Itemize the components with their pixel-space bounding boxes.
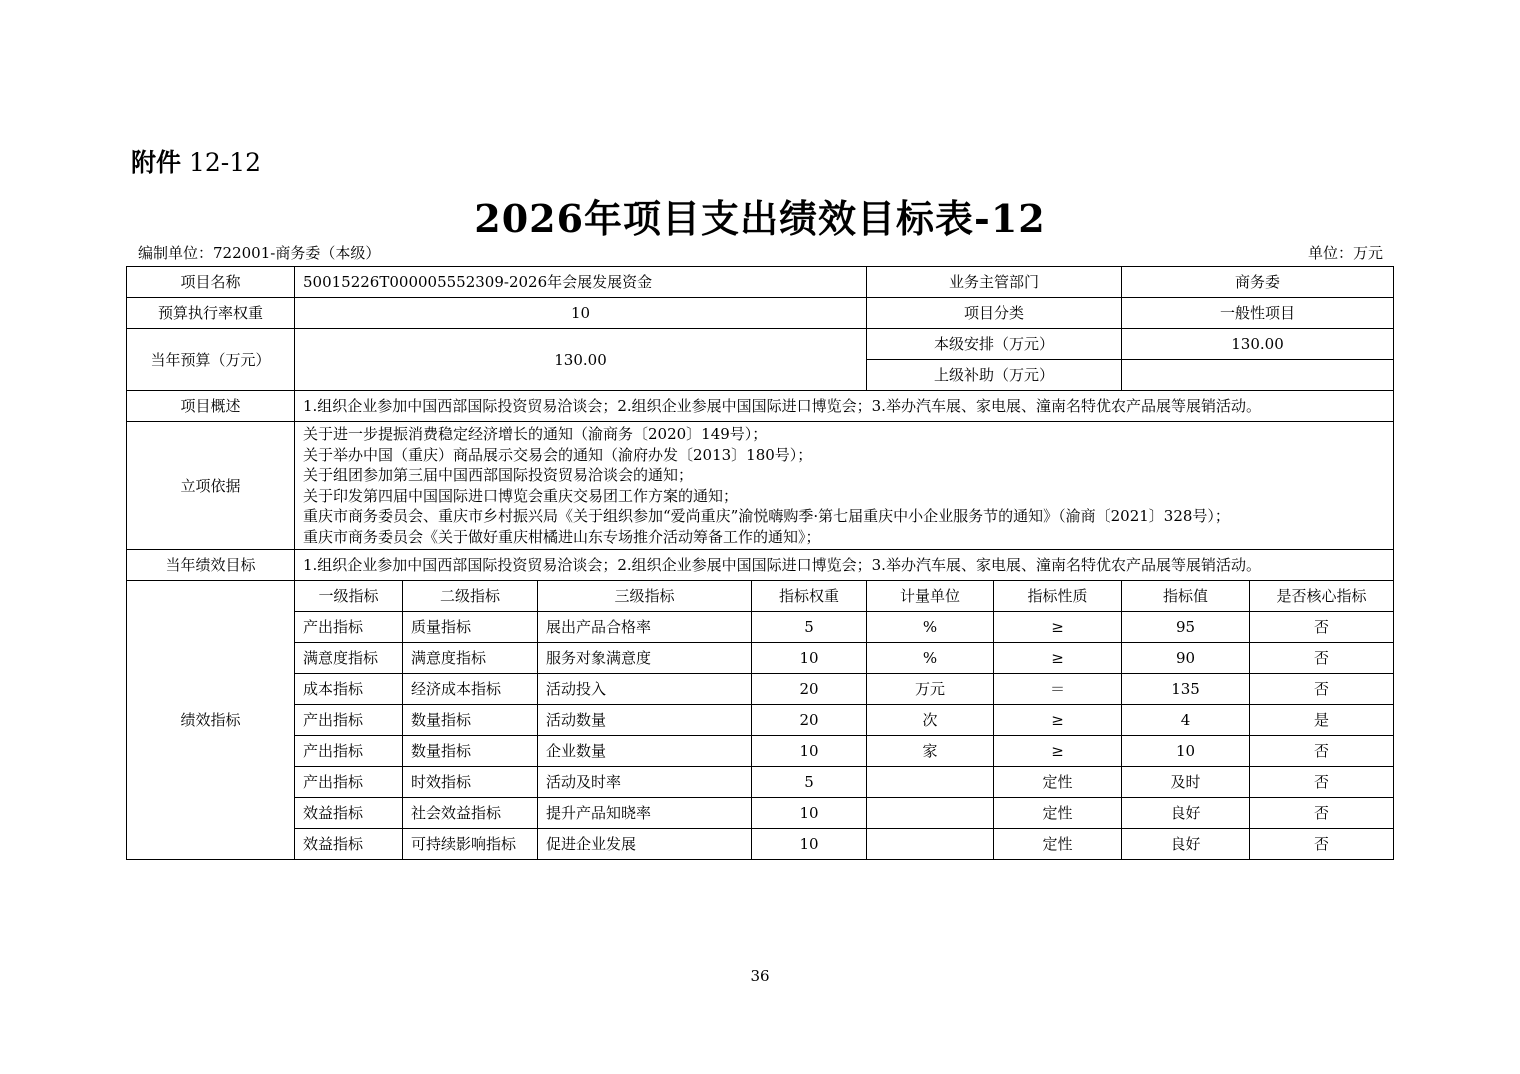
table-row (127, 705, 1394, 736)
performance-table (126, 266, 1394, 860)
indicator-header-row (127, 581, 1394, 612)
table-row (127, 798, 1394, 829)
project-name-label: 项目名称 (127, 267, 295, 298)
indicator-header: 计量单位 (867, 581, 994, 612)
row-annual-budget (127, 329, 1394, 360)
indicator-level1: 产出指标 (295, 705, 403, 736)
indicator-core: 否 (1250, 643, 1394, 674)
indicator-level3: 促进企业发展 (538, 829, 752, 860)
indicator-unit (867, 829, 994, 860)
indicator-level1: 产出指标 (295, 767, 403, 798)
indicator-level3: 服务对象满意度 (538, 643, 752, 674)
budget-weight-value: 10 (295, 298, 867, 329)
basis-label: 立项依据 (127, 422, 295, 550)
page-title: 2026年项目支出绩效目标表-12 (474, 196, 1046, 241)
indicator-value: 4 (1122, 705, 1250, 736)
indicator-unit: % (867, 612, 994, 643)
indicator-nature: ≥ (994, 612, 1122, 643)
indicator-nature: ≥ (994, 736, 1122, 767)
indicator-nature: 定性 (994, 767, 1122, 798)
indicator-level2: 质量指标 (403, 612, 538, 643)
indicator-level3: 提升产品知晓率 (538, 798, 752, 829)
indicator-weight: 5 (752, 612, 867, 643)
category-value: 一般性项目 (1122, 298, 1394, 329)
indicator-value: 90 (1122, 643, 1250, 674)
row-budget-weight (127, 298, 1394, 329)
indicator-nature: ＝ (994, 674, 1122, 705)
annual-budget-value: 130.00 (295, 329, 867, 391)
indicator-core: 否 (1250, 674, 1394, 705)
indicator-level1: 产出指标 (295, 736, 403, 767)
indicator-header: 二级指标 (403, 581, 538, 612)
indicator-level2: 数量指标 (403, 705, 538, 736)
annex-label (131, 143, 261, 179)
basis-line: 关于组团参加第三届中国西部国际投资贸易洽谈会的通知； (303, 466, 694, 484)
indicator-unit (867, 798, 994, 829)
department-value: 商务委 (1122, 267, 1394, 298)
category-label: 项目分类 (867, 298, 1122, 329)
table-row (127, 829, 1394, 860)
indicator-value: 及时 (1122, 767, 1250, 798)
basis-line: 关于进一步提振消费稳定经济增长的通知（渝商务〔2020〕149号）； (303, 425, 768, 443)
indicator-value: 良好 (1122, 798, 1250, 829)
upper-subsidy-value (1122, 360, 1394, 391)
row-overview (127, 391, 1394, 422)
indicator-level2: 社会效益指标 (403, 798, 538, 829)
basis-line: 重庆市商务委员会《关于做好重庆柑橘进山东专场推介活动筹备工作的通知》； (303, 527, 821, 546)
indicator-core: 否 (1250, 767, 1394, 798)
annual-budget-label: 当年预算（万元） (127, 329, 295, 391)
basis-line: 重庆市商务委员会、重庆市乡村振兴局《关于组织参加“爱尚重庆”渝悦嗨购季·第七届重庆中小企业服务节的通知》（渝商〔2021〕328号）； (303, 507, 1230, 525)
indicator-level3: 展出产品合格率 (538, 612, 752, 643)
indicator-value: 良好 (1122, 829, 1250, 860)
indicator-weight: 10 (752, 736, 867, 767)
indicator-nature: 定性 (994, 798, 1122, 829)
upper-subsidy-label: 上级补助（万元） (867, 360, 1122, 391)
row-project-name (127, 267, 1394, 298)
indicator-header: 指标性质 (994, 581, 1122, 612)
indicator-level3: 活动数量 (538, 705, 752, 736)
table-row (127, 767, 1394, 798)
indicator-header: 一级指标 (295, 581, 403, 612)
indicator-weight: 10 (752, 798, 867, 829)
indicator-header: 指标权重 (752, 581, 867, 612)
indicator-core: 否 (1250, 612, 1394, 643)
indicator-level1: 产出指标 (295, 612, 403, 643)
indicator-level1: 效益指标 (295, 829, 403, 860)
indicator-core: 是 (1250, 705, 1394, 736)
indicator-core: 否 (1250, 736, 1394, 767)
indicator-nature: ≥ (994, 705, 1122, 736)
indicator-level1: 满意度指标 (295, 643, 403, 674)
indicator-value: 10 (1122, 736, 1250, 767)
indicator-weight: 5 (752, 767, 867, 798)
goal-value: 1.组织企业参加中国西部国际投资贸易洽谈会；2.组织企业参展中国国际进口博览会；3.举办汽车展、家电展、潼南名特优农产品展等展销活动。 (295, 550, 1394, 581)
compile-unit: 编制单位：722001-商务委（本级） (138, 244, 381, 262)
indicator-level2: 可持续影响指标 (403, 829, 538, 860)
indicator-core: 否 (1250, 829, 1394, 860)
indicator-value: 95 (1122, 612, 1250, 643)
own-arrangement-label: 本级安排（万元） (867, 329, 1122, 360)
indicator-unit: 次 (867, 705, 994, 736)
indicator-level2: 数量指标 (403, 736, 538, 767)
goal-label: 当年绩效目标 (127, 550, 295, 581)
basis-line: 关于举办中国（重庆）商品展示交易会的通知（渝府办发〔2013〕180号）； (303, 445, 813, 464)
indicators-label: 绩效指标 (127, 581, 295, 860)
table-row (127, 736, 1394, 767)
indicator-weight: 20 (752, 705, 867, 736)
project-name-value: 50015226T000005552309-2026年会展发展资金 (295, 267, 867, 298)
indicator-level1: 效益指标 (295, 798, 403, 829)
basis-value (295, 422, 1394, 550)
indicator-level2: 时效指标 (403, 767, 538, 798)
indicator-level2: 满意度指标 (403, 643, 538, 674)
table-row (127, 674, 1394, 705)
indicator-weight: 10 (752, 829, 867, 860)
basis-line: 关于印发第四届中国国际进口博览会重庆交易团工作方案的通知； (303, 486, 739, 505)
indicator-level3: 活动投入 (538, 674, 752, 705)
indicator-unit: 家 (867, 736, 994, 767)
row-basis (127, 422, 1394, 550)
indicator-nature: 定性 (994, 829, 1122, 860)
currency-unit: 单位：万元 (1307, 244, 1383, 262)
annex-prefix: 附件 (131, 148, 182, 177)
table-row (127, 643, 1394, 674)
indicator-level1: 成本指标 (295, 674, 403, 705)
overview-value: 1.组织企业参加中国西部国际投资贸易洽谈会；2.组织企业参展中国国际进口博览会；3.举办汽车展、家电展、潼南名特优农产品展等展销活动。 (295, 391, 1394, 422)
own-arrangement-value: 130.00 (1122, 329, 1394, 360)
indicator-header: 指标值 (1122, 581, 1250, 612)
indicator-header: 是否核心指标 (1250, 581, 1394, 612)
indicator-header: 三级指标 (538, 581, 752, 612)
indicator-value: 135 (1122, 674, 1250, 705)
indicator-unit: 万元 (867, 674, 994, 705)
page-number: 36 (750, 967, 770, 985)
annex-number: 12-12 (188, 148, 262, 177)
indicator-unit (867, 767, 994, 798)
indicator-level2: 经济成本指标 (403, 674, 538, 705)
indicator-unit: % (867, 643, 994, 674)
indicator-level3: 企业数量 (538, 736, 752, 767)
table-row (127, 612, 1394, 643)
indicator-level3: 活动及时率 (538, 767, 752, 798)
budget-weight-label: 预算执行率权重 (127, 298, 295, 329)
overview-label: 项目概述 (127, 391, 295, 422)
indicator-weight: 20 (752, 674, 867, 705)
indicator-weight: 10 (752, 643, 867, 674)
row-goal (127, 550, 1394, 581)
indicator-nature: ≥ (994, 643, 1122, 674)
department-label: 业务主管部门 (867, 267, 1122, 298)
indicator-core: 否 (1250, 798, 1394, 829)
